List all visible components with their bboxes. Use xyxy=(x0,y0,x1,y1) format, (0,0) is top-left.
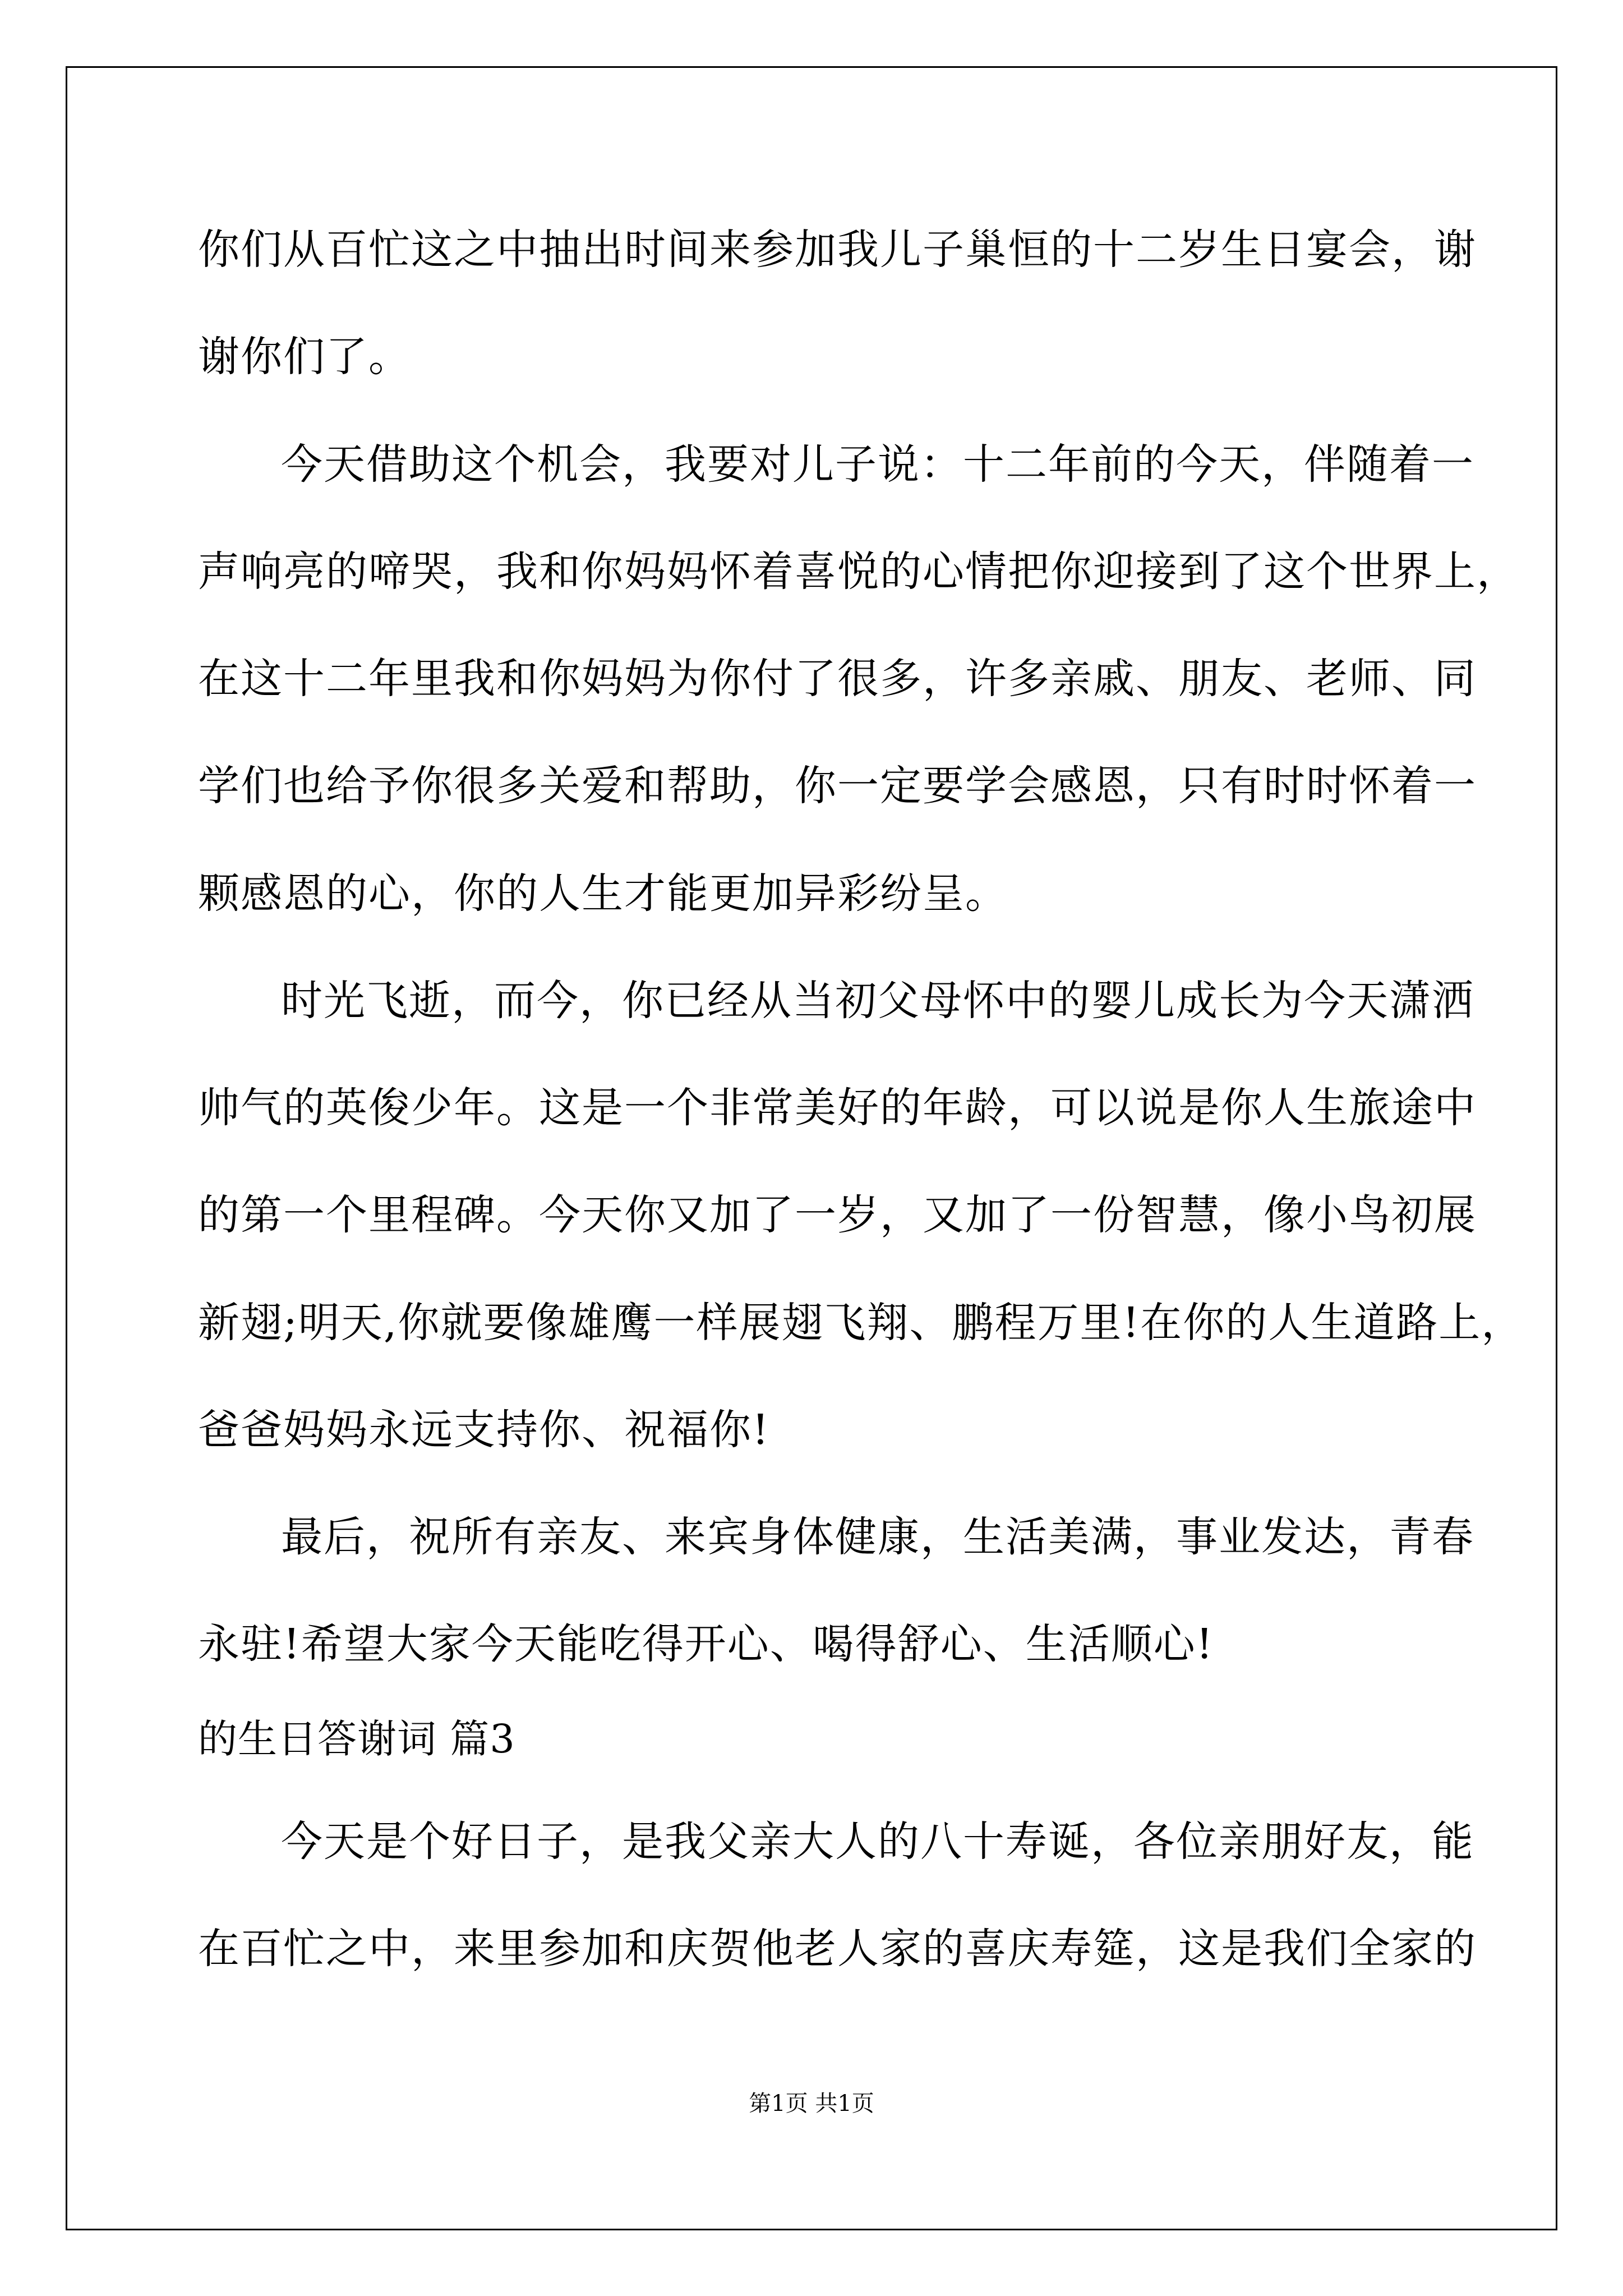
paragraph-line: 声响亮的啼哭，我和你妈妈怀着喜悦的心情把你迎接到了这个世界上， xyxy=(198,547,1519,596)
paragraph-line: 在百忙之中，来里参加和庆贺他老人家的喜庆寿筵，这是我们全家的 xyxy=(198,1925,1477,1973)
paragraph-line: 新翅;明天,你就要像雄鹰一样展翅飞翔、鹏程万里!在你的人生道路上， xyxy=(198,1299,1524,1347)
page-border xyxy=(66,66,1557,2230)
paragraph-line: 谢你们了。 xyxy=(198,333,411,381)
paragraph-line: 今天借助这个机会，我要对儿子说：十二年前的今天，伴随着一 xyxy=(281,440,1474,489)
paragraph-line: 颗感恩的心，你的人生才能更加异彩纷呈。 xyxy=(198,869,1008,918)
paragraph-line: 的第一个里程碑。今天你又加了一岁，又加了一份智慧，像小鸟初展 xyxy=(198,1191,1477,1239)
paragraph-line: 帅气的英俊少年。这是一个非常美好的年龄，可以说是你人生旅途中 xyxy=(198,1084,1477,1132)
paragraph-line: 你们从百忙这之中抽出时间来参加我儿子巢恒的十二岁生日宴会，谢 xyxy=(198,226,1477,274)
paragraph-line: 学们也给予你很多关爱和帮助，你一定要学会感恩，只有时时怀着一 xyxy=(198,762,1477,810)
paragraph-line: 最后，祝所有亲友、来宾身体健康，生活美满，事业发达，青春 xyxy=(281,1513,1474,1561)
section-heading: 的生日答谢词 篇3 xyxy=(198,1716,515,1762)
paragraph-line: 今天是个好日子，是我父亲大人的八十寿诞，各位亲朋好友，能 xyxy=(281,1818,1474,1866)
paragraph-line: 爸爸妈妈永远支持你、祝福你! xyxy=(198,1406,770,1454)
paragraph-line: 在这十二年里我和你妈妈为你付了很多，许多亲戚、朋友、老师、同 xyxy=(198,655,1477,703)
paragraph-line: 时光飞逝，而今，你已经从当初父母怀中的婴儿成长为今天潇洒 xyxy=(281,977,1474,1025)
paragraph-line: 永驻!希望大家今天能吃得开心、喝得舒心、生活顺心! xyxy=(198,1620,1214,1668)
page-footer: 第1页 共1页 xyxy=(749,2091,874,2116)
